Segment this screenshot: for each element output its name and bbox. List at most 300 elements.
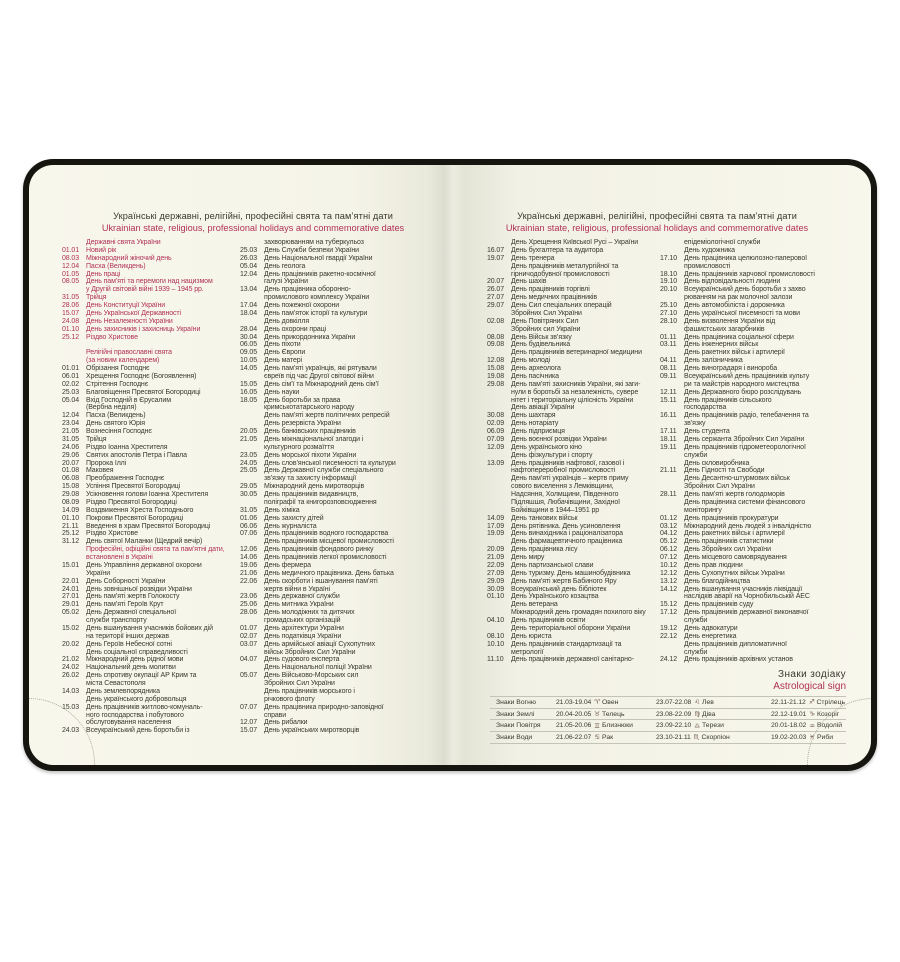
holiday-row	[487, 586, 657, 594]
holiday-name: галузі України	[264, 278, 308, 286]
holiday-date: 23.04	[62, 420, 80, 428]
right-page-title-en: Ukrainian state, religious, professional holidays and commemorative dates	[505, 223, 809, 233]
zodiac-sign-cell	[656, 698, 771, 706]
zodiac-symbol-icon: ♒	[809, 721, 816, 730]
holiday-date: 08.05	[62, 278, 80, 286]
holiday-date: 12.12	[660, 569, 678, 577]
holiday-row	[487, 239, 657, 247]
holiday-date: 03.11	[660, 341, 677, 349]
holiday-date: 01.01	[62, 365, 80, 372]
holiday-row	[62, 444, 244, 452]
holiday-row	[487, 255, 657, 263]
holiday-name: День працівника оборонно-	[264, 286, 351, 294]
holiday-row	[240, 538, 435, 546]
holiday-row	[660, 310, 860, 318]
holiday-name: захворюванням на туберкульоз	[264, 239, 364, 246]
holiday-name: День Національної гвардії України	[264, 254, 373, 262]
holiday-row	[240, 420, 435, 428]
holiday-name: День працівників сільського	[684, 396, 772, 404]
holiday-date: 12.04	[240, 270, 258, 278]
holiday-date	[62, 617, 83, 625]
holiday-date: 28.06	[240, 609, 258, 617]
holiday-name: Вознесіння Господнє	[86, 428, 152, 435]
holiday-date: 10.12	[660, 561, 678, 569]
holiday-date	[240, 712, 261, 720]
holiday-date	[62, 554, 83, 562]
holiday-name: День охорони праці	[264, 325, 327, 333]
holiday-name: День працівників видавництв,	[264, 491, 359, 498]
holiday-row	[62, 578, 244, 586]
holiday-row	[660, 349, 860, 357]
right-page-column-2	[660, 239, 860, 664]
holiday-date: 01.01	[62, 246, 80, 254]
holiday-date: 19.09	[487, 530, 505, 538]
holiday-name: День авіації України	[511, 404, 575, 412]
zodiac-sign-name: Лев	[702, 698, 714, 706]
holiday-date: 08.11	[660, 365, 677, 372]
holiday-row	[487, 318, 657, 326]
holiday-date: 01.08	[62, 467, 80, 475]
right-page-title-uk: Українські державні, релігійні, професійні свята та пам’ятні дати	[517, 211, 797, 221]
holiday-name: День зовнішньої розвідки України	[86, 585, 192, 593]
holiday-row	[660, 436, 860, 444]
holiday-date: 24.12	[660, 656, 678, 664]
holiday-name: Успіння Пресвятої Богородиці	[86, 483, 181, 491]
holiday-date: 15.02	[62, 624, 80, 632]
holiday-name: служби	[684, 451, 708, 459]
holiday-date: 21.11	[660, 467, 677, 475]
holiday-name: День Повітряних Сил	[511, 317, 579, 325]
holiday-name: День працівників статистики	[684, 538, 774, 546]
holiday-row	[240, 318, 435, 326]
holiday-name: День резервіста України	[264, 420, 341, 428]
zodiac-sign-name: Близнюки	[602, 722, 633, 730]
holiday-name: культурного розмаїття	[264, 443, 334, 451]
holiday-date: 16.11	[660, 412, 677, 420]
holiday-row	[240, 294, 435, 302]
holiday-name: міста Севастополя	[86, 680, 146, 687]
holiday-name: День воєнної розвідки України	[511, 435, 607, 443]
holiday-row	[660, 294, 860, 302]
holiday-name: День миру	[511, 554, 545, 561]
holiday-row	[240, 570, 435, 578]
holiday-date: 22.09	[487, 561, 505, 569]
holiday-date: 21.05	[240, 435, 258, 443]
holiday-name: Обрізання Господнє	[86, 365, 150, 372]
holiday-date	[62, 696, 83, 704]
holiday-date: 13.04	[240, 286, 258, 294]
holiday-date	[240, 373, 261, 381]
holiday-date: 18.05	[240, 396, 258, 404]
holiday-date: 02.08	[487, 317, 505, 325]
holiday-name: Новий рік	[86, 246, 117, 254]
holiday-date	[240, 538, 261, 546]
holiday-name: Різдво Іоанна Хрестителя	[86, 443, 168, 451]
holiday-name: День працівників суду	[684, 601, 754, 609]
zodiac-date-range: 23.09-22.10	[656, 722, 692, 730]
holiday-name: День сержанта Збройних Сил України	[684, 435, 805, 443]
holiday-row	[240, 263, 435, 271]
zodiac-element-group: Знаки Води	[496, 733, 533, 741]
holiday-name: промислового комплексу України	[264, 294, 370, 302]
holiday-date: 25.05	[240, 467, 258, 475]
holiday-date: 27.01	[62, 593, 80, 601]
holiday-row	[660, 318, 860, 326]
holiday-row	[660, 428, 860, 436]
holiday-name: День слов’янської писемності та культури	[264, 459, 396, 467]
zodiac-sign-cell	[771, 698, 852, 706]
holiday-name: Пасха (Великдень)	[86, 412, 146, 420]
holiday-name: військ Збройних Сил України	[264, 648, 356, 656]
holiday-date: 14.09	[487, 514, 505, 522]
holiday-name: День пам’яток історії та культури	[264, 309, 368, 317]
holiday-name: День працівника соціальної сфери	[684, 333, 794, 341]
holiday-date: 20.05	[240, 428, 258, 435]
holiday-date: 26.07	[487, 286, 505, 294]
zodiac-row	[490, 696, 846, 708]
holiday-date	[240, 649, 261, 657]
holiday-name: День святої Маланки (Щедрий вечір)	[86, 538, 203, 546]
holiday-row	[240, 609, 435, 617]
holiday-name: День Державної спеціальної	[86, 609, 177, 617]
holiday-row	[240, 633, 435, 641]
zodiac-sign-cell	[656, 710, 771, 718]
holiday-name: Трійця	[86, 435, 107, 443]
holiday-name: господарства	[684, 404, 727, 412]
holiday-date: 26.03	[240, 254, 258, 262]
holiday-row	[240, 688, 435, 696]
zodiac-symbol-icon: ♍	[694, 710, 701, 719]
zodiac-date-range: 21.05-20.06	[556, 722, 592, 730]
holiday-date: 25.06	[240, 601, 258, 609]
holiday-name: День пам’яті Героїв Крут	[86, 601, 164, 609]
holiday-date: 25.10	[660, 302, 678, 309]
holiday-row	[240, 373, 435, 381]
holiday-date: 29.01	[62, 601, 80, 609]
holiday-date	[660, 483, 681, 491]
holiday-name: Пасха (Великдень)	[86, 262, 146, 270]
holiday-name: Збройних Сил України	[511, 309, 582, 317]
holiday-row	[487, 389, 657, 397]
zodiac-symbol-icon: ♌	[694, 698, 701, 707]
zodiac-sign-name: Телець	[602, 710, 625, 718]
holiday-name: День Сил спеціальних операцій	[511, 302, 612, 309]
holiday-row	[660, 617, 860, 625]
holiday-date: 21.11	[62, 522, 79, 530]
zodiac-title-en: Astrological sign	[773, 681, 846, 692]
holiday-name: Міжнародний день людей з інвалідністю	[684, 522, 812, 530]
holiday-row	[487, 617, 657, 625]
holiday-row	[62, 310, 244, 318]
holiday-row	[62, 617, 244, 625]
holiday-date: 08.03	[62, 254, 80, 262]
holiday-row	[487, 538, 657, 546]
holiday-name: День українського кіно	[511, 443, 582, 451]
holiday-row	[240, 649, 435, 657]
holiday-row	[62, 365, 244, 373]
holiday-row	[62, 255, 244, 263]
holiday-date	[487, 389, 508, 397]
zodiac-date-range: 23.10-21.11	[656, 733, 691, 741]
holiday-date: 06.01	[62, 372, 80, 380]
holiday-date: 31.12	[62, 538, 80, 546]
holiday-name: Пророка Іллі	[86, 459, 127, 467]
holiday-date: 08.10	[487, 632, 505, 640]
holiday-date: 06.05	[240, 341, 258, 349]
holiday-row	[62, 286, 244, 294]
holiday-name: День податківця України	[264, 632, 342, 640]
holiday-date	[62, 404, 83, 412]
holiday-name: День міжнаціональної злагоди і	[264, 435, 364, 443]
holiday-row	[62, 499, 244, 507]
holiday-name: День Героїв Небесної сотні	[86, 640, 172, 648]
holiday-row	[62, 570, 244, 578]
left-page-column-1	[62, 239, 244, 735]
holiday-name: на території інших держав	[86, 632, 169, 640]
holiday-date: 22.06	[240, 577, 258, 585]
holiday-date: 14.12	[660, 585, 678, 593]
holiday-name: День працівників морського і	[264, 687, 355, 695]
holiday-date: 07.07	[240, 703, 258, 711]
holiday-name: День виноградаря і винороба	[684, 365, 778, 372]
holiday-date: 22.01	[62, 577, 80, 585]
holiday-date: 21.05	[62, 428, 80, 435]
holiday-row	[62, 239, 244, 247]
holiday-name: Підляшшя, Любачівщини, Західної	[511, 498, 621, 506]
holiday-name: День студента	[684, 428, 730, 435]
holiday-name: гірничодобувної промисловості	[511, 270, 610, 278]
diary-open-pages	[29, 165, 871, 765]
holiday-name: Міжнародний день громадян похилого віку	[511, 609, 646, 617]
holiday-row	[62, 247, 244, 255]
holiday-date: 15.07	[62, 309, 80, 317]
holiday-row	[660, 641, 860, 649]
holiday-row	[62, 507, 244, 515]
holiday-row	[660, 326, 860, 334]
holiday-name: промисловості	[684, 262, 731, 270]
zodiac-date-range: 23.07-22.08	[656, 698, 692, 706]
holiday-name: День працівників нафтової, газової і	[511, 459, 625, 467]
holiday-row	[487, 483, 657, 491]
holiday-row	[62, 389, 244, 397]
holiday-date: 16.05	[240, 388, 258, 396]
holiday-name: День рятівника. День усиновлення	[511, 522, 621, 530]
holiday-date: 21.09	[487, 554, 505, 561]
holiday-row	[62, 515, 244, 523]
holiday-name: День Хрещення Київської Русі – України	[511, 239, 639, 246]
holiday-name: День партизанської слави	[511, 561, 594, 569]
holiday-date	[240, 499, 261, 507]
holiday-date	[660, 499, 681, 507]
holiday-name: Всеукраїнський день бібліотек	[511, 585, 607, 593]
holiday-date: 12.04	[62, 262, 80, 270]
holiday-row	[240, 255, 435, 263]
holiday-name: Всеукраїнський день боротьби із	[86, 727, 190, 735]
holiday-name: День пожежної охорони	[264, 302, 340, 309]
holiday-row	[660, 546, 860, 554]
holiday-row	[240, 310, 435, 318]
zodiac-symbol-icon: ♑	[809, 710, 816, 719]
holiday-name: День сім’ї та Міжнародний день сім’ї	[264, 380, 379, 388]
holiday-row	[660, 389, 860, 397]
holiday-row	[660, 381, 860, 389]
holiday-date	[240, 412, 261, 420]
holiday-name: День археолога	[511, 365, 561, 372]
zodiac-date-range: 21.03-19.04	[556, 698, 592, 706]
holiday-date: 20.07	[62, 459, 80, 467]
holiday-row	[240, 696, 435, 704]
holiday-date: 01.05	[62, 270, 80, 278]
holiday-date	[660, 294, 681, 302]
holiday-name: День пам’яті українців, які рятували	[264, 365, 377, 372]
holiday-date: 30.05	[240, 491, 258, 498]
holiday-date	[487, 271, 508, 279]
holiday-date: 03.07	[240, 640, 258, 648]
holiday-name: Надсяння, Холмщини, Південного	[511, 491, 619, 498]
holiday-name: нули в боротьбі за незалежність, сувере	[511, 388, 639, 396]
holiday-row	[240, 617, 435, 625]
holiday-row	[62, 641, 244, 649]
holiday-date: 29.07	[487, 302, 505, 309]
holiday-name: служби транспорту	[86, 617, 147, 624]
holiday-date	[240, 696, 261, 704]
holiday-row	[240, 452, 435, 460]
holiday-date	[240, 294, 261, 302]
holiday-row	[487, 515, 657, 523]
holiday-date	[660, 649, 681, 657]
holiday-row	[487, 601, 657, 609]
holiday-row	[240, 515, 435, 523]
holiday-name: рюванням на рак молочної залози	[684, 294, 793, 302]
holiday-name: Збройних сил України	[511, 325, 581, 333]
holiday-row	[660, 483, 860, 491]
holiday-row	[487, 326, 657, 334]
holiday-row	[240, 444, 435, 452]
holiday-row	[62, 404, 244, 412]
holiday-date	[660, 404, 681, 412]
zodiac-sign-cell	[556, 722, 656, 730]
holiday-name: День митника України	[264, 601, 334, 609]
holiday-name: України	[86, 569, 111, 577]
holiday-date: 27.07	[487, 294, 505, 302]
holiday-row	[240, 357, 435, 365]
holiday-row	[62, 483, 244, 491]
holiday-name: епідеміологічної служби	[684, 239, 761, 246]
zodiac-symbol-icon: ♏	[693, 733, 700, 742]
holiday-row	[240, 704, 435, 712]
zodiac-sign-name: Скорпіон	[701, 733, 730, 741]
holiday-date: 15.11	[660, 396, 677, 404]
holiday-row	[62, 546, 244, 554]
holiday-date: 02.02	[62, 380, 80, 388]
holiday-name: День державної служби	[264, 593, 340, 601]
holiday-row	[62, 672, 244, 680]
holiday-name: Міжнародний день рідної мови	[86, 656, 184, 664]
holiday-name: День художника	[684, 246, 735, 254]
holiday-date: 30.04	[240, 333, 258, 341]
holiday-name: День енергетика	[684, 632, 737, 640]
holiday-date: 23.05	[240, 451, 258, 459]
holiday-date: 21.06	[240, 569, 258, 577]
holiday-row	[240, 727, 435, 735]
holiday-name: День працівників ракетно-космічної	[264, 270, 376, 278]
holiday-date	[487, 601, 508, 609]
holiday-row	[660, 239, 860, 247]
holiday-date	[240, 278, 261, 286]
holiday-name: День Українського козацтва	[511, 593, 599, 601]
zodiac-sign-cell	[656, 733, 771, 741]
holiday-name: День Європи	[264, 349, 306, 357]
holiday-date: 15.05	[240, 380, 258, 388]
zodiac-element-group: Знаки Землі	[496, 710, 535, 718]
holiday-date: 29.08	[62, 491, 80, 498]
zodiac-date-range: 21.06-22.07	[556, 733, 592, 741]
holiday-date	[62, 633, 83, 641]
holiday-name: сового виселення з Лемківщини,	[511, 483, 614, 491]
holiday-name: День тренера	[511, 254, 555, 262]
holiday-date	[487, 499, 508, 507]
holiday-date: 05.12	[660, 538, 678, 546]
holiday-row	[487, 381, 657, 389]
holiday-name: Різдво Христове	[86, 530, 138, 538]
zodiac-table	[490, 696, 846, 744]
holiday-row	[240, 349, 435, 357]
holiday-name: День пам’яті українців – жертв приму	[511, 475, 629, 483]
holiday-date	[487, 507, 508, 515]
holiday-date: 18.11	[660, 435, 677, 443]
holiday-name: Святих апостолів Петра і Павла	[86, 451, 187, 459]
holiday-name: День нотаріату	[511, 420, 559, 428]
holiday-date: 27.10	[660, 309, 678, 317]
holiday-row	[62, 428, 244, 436]
holiday-date: 13.09	[487, 459, 505, 467]
holiday-row	[62, 412, 244, 420]
holiday-row	[487, 428, 657, 436]
holiday-row	[62, 420, 244, 428]
zodiac-sign-cell	[656, 722, 771, 730]
holiday-date	[660, 247, 681, 255]
holiday-date: 18.04	[240, 309, 258, 317]
holiday-name: День винахідника і раціоналізатора	[511, 530, 623, 538]
holiday-row	[240, 436, 435, 444]
holiday-name: День танкових військ	[511, 514, 578, 522]
holiday-date	[660, 263, 681, 271]
holiday-name: наслідків аварії на Чорнобильській АЕС	[684, 593, 810, 601]
holiday-name: День медичних працівників	[511, 294, 597, 302]
zodiac-sign-name: Діва	[702, 710, 716, 718]
holiday-date	[487, 452, 508, 460]
holiday-date: 20.09	[487, 546, 505, 554]
holiday-name: День соціальної справедливості	[86, 648, 188, 656]
holiday-row	[62, 680, 244, 688]
holiday-date: 25.03	[240, 246, 258, 254]
holiday-name: День туризму. День машинобудівника	[511, 569, 631, 577]
holiday-name: Введення в храм Пресвятої Богородиці	[86, 522, 211, 530]
zodiac-symbol-icon: ♉	[594, 710, 601, 719]
holiday-name: День Гідності та Свободи	[684, 467, 765, 475]
holiday-name: День працівників державної санітарно-	[511, 656, 634, 664]
holiday-date: 15.03	[62, 703, 80, 711]
holiday-name: Всеукраїнський день працівників культу	[684, 372, 810, 380]
holiday-name: День пам’яті та перемоги над нацизмом	[86, 278, 213, 286]
zodiac-date-range: 22.12-19.01	[771, 710, 807, 718]
holiday-row	[240, 428, 435, 436]
holiday-row	[62, 688, 244, 696]
holiday-date	[62, 546, 83, 554]
holiday-date	[62, 649, 83, 657]
holiday-row	[62, 696, 244, 704]
holiday-row	[240, 546, 435, 554]
